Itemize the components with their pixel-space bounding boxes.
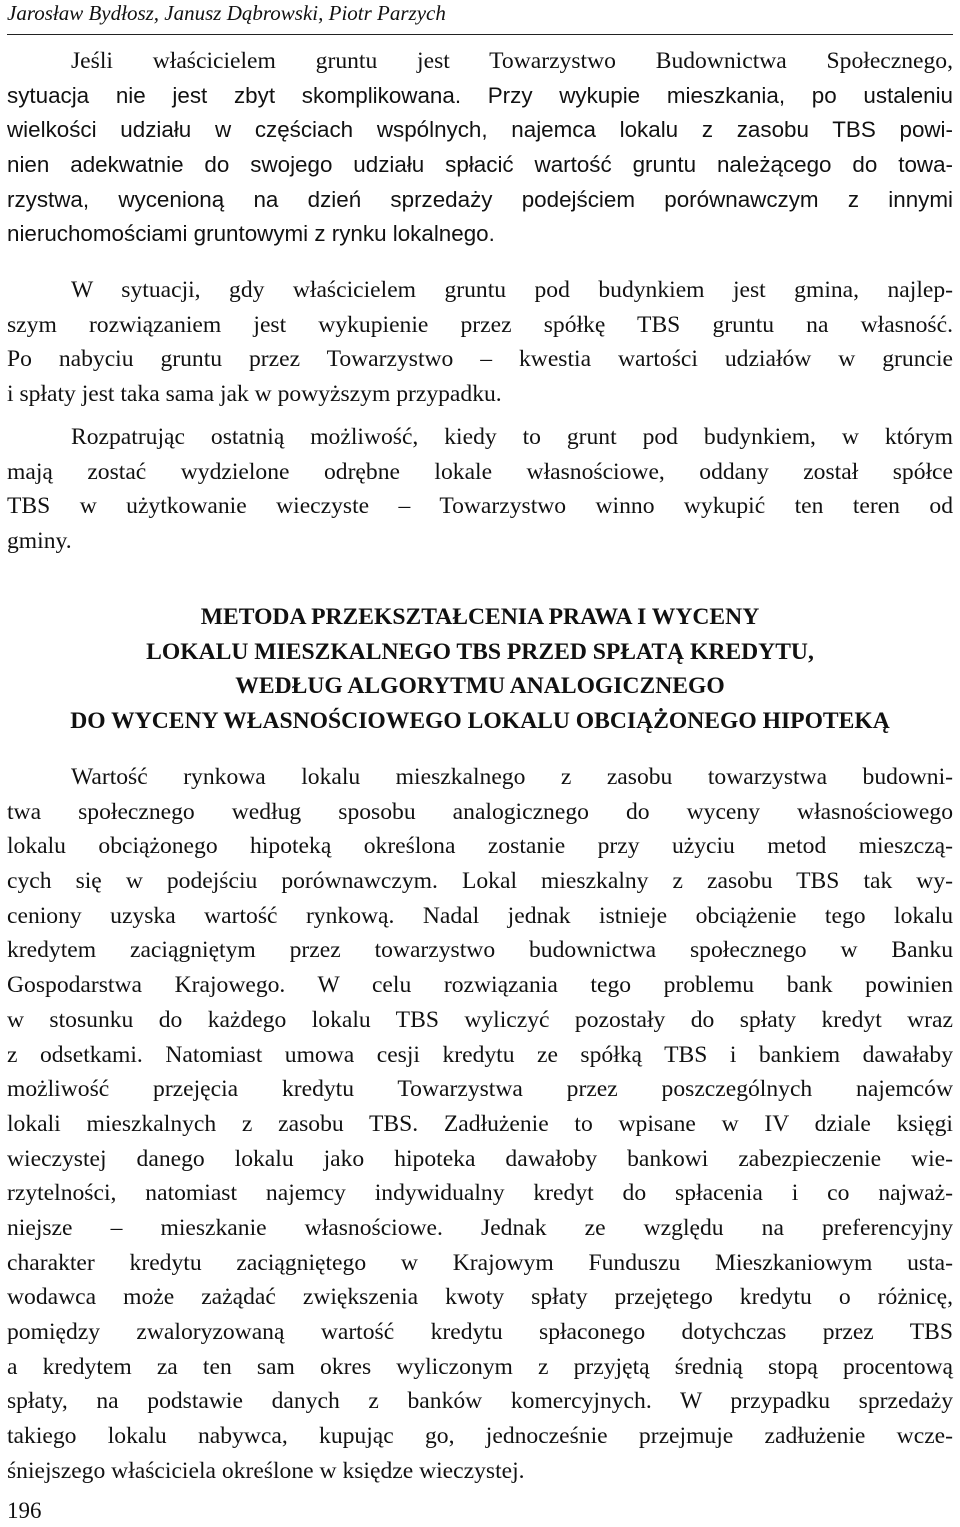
- text-line: lokali mieszkalnych z zasobu TBS. Zadłużenie to wpisane w IV dziale księgi: [7, 1110, 953, 1137]
- text-line: rzystwa, wycenioną na dzień sprzedaży podejściem porównawczym z innymi: [7, 186, 953, 212]
- text-line: śniejszego właściciela określone w księdze wieczystej.: [7, 1457, 525, 1484]
- text-line: pomiędzy zwaloryzowaną wartość kredytu spłaconego dotychczas przez TBS: [7, 1319, 953, 1345]
- paragraph-3: [7, 420, 953, 559]
- text-line: charakter kredytu zaciągniętego w Krajowym Funduszu Mieszkaniowym usta-: [7, 1249, 953, 1276]
- heading-line: LOKALU MIESZKALNEGO TBS PRZED SPŁATĄ KREDYTU,: [146, 638, 814, 665]
- text-line: cych się w podejściu porównawczym. Lokal mieszkalny z zasobu TBS tak wy-: [7, 868, 953, 895]
- running-head-authors: Jarosław Bydłosz, Janusz Dąbrowski, Piotr Parzych: [7, 1, 446, 25]
- text-line: sytuacja nie jest zbyt skomplikowana. Przy wykupie mieszkania, po ustaleniu: [7, 82, 953, 108]
- text-line: TBS w użytkowanie wieczyste – Towarzystwo winno wykupić ten teren od: [7, 493, 953, 520]
- text-line: W sytuacji, gdy właścicielem gruntu pod budynkiem jest gmina, najlep-: [71, 277, 953, 303]
- text-line: twa społecznego według sposobu analogicznego do wyceny własnościowego: [7, 798, 953, 825]
- text-line: takiego lokalu nabywca, kupując go, jednocześnie przejmuje zadłużenie wcze-: [7, 1423, 953, 1450]
- paragraph-2: [7, 273, 953, 412]
- text-line: Rozpatrując ostatnią możliwość, kiedy to grunt pod budynkiem, w którym: [71, 424, 953, 450]
- text-line: możliwość przejęcia kredytu Towarzystwa przez poszczególnych najemców: [7, 1076, 953, 1103]
- heading-line: METODA PRZEKSZTAŁCENIA PRAWA I WYCENY: [200, 604, 760, 630]
- text-line: a kredytem za ten sam okres wyliczonym z przyjętą średnią stopą procentową: [7, 1353, 953, 1380]
- text-line: spłaty, na podstawie danych z banków komercyjnych. W przypadku sprzedaży: [7, 1388, 953, 1415]
- text-line: mają zostać wydzielone odrębne lokale własnościowe, oddany został spółce: [7, 458, 953, 485]
- running-header: [7, 0, 953, 35]
- text-line: Po nabyciu gruntu przez Towarzystwo – kwestia wartości udziałów w gruncie: [7, 346, 953, 373]
- text-line: w stosunku do każdego lokalu TBS wyliczyć pozostały do spłaty kredyt wraz: [7, 1006, 953, 1033]
- text-line: szym rozwiązaniem jest wykupienie przez spółkę TBS gruntu na własność.: [7, 311, 953, 338]
- heading-line: WEDŁUG ALGORYTMU ANALOGICZNEGO: [235, 673, 725, 699]
- text-line: niejsze – mieszkanie własnościowe. Jednak ze względu na preferencyjny: [7, 1214, 953, 1241]
- heading-line: DO WYCENY WŁASNOŚCIOWEGO LOKALU OBCIĄŻONEGO HIPOTEKĄ: [70, 707, 890, 734]
- paragraph-1: [7, 44, 953, 252]
- text-line: wodawca może zażądać zwiększenia kwoty spłaty przejętego kredytu o różnicę,: [7, 1284, 953, 1311]
- text-line: z odsetkami. Natomiast umowa cesji kredytu ze spółką TBS i bankiem dawałaby: [7, 1041, 953, 1068]
- text-line: Jeśli właścicielem gruntu jest Towarzystwo Budownictwa Społecznego,: [71, 48, 953, 74]
- text-line: rzytelności, natomiast najemcy indywidualny kredyt do spłacenia i co najważ-: [7, 1180, 953, 1207]
- text-line: nien adekwatnie do swojego udziału spłacić wartość gruntu należącego do towa-: [7, 152, 953, 178]
- text-line: ceniony uzyska wartość rynkową. Nadal jednak istnieje obciążenie tego lokalu: [7, 902, 953, 929]
- text-line: gminy.: [7, 528, 72, 555]
- paragraph-main: [7, 760, 953, 1488]
- text-line: lokalu obciążonego hipoteką określona zostanie przy użyciu metod mieszczą-: [7, 833, 953, 860]
- text-line: wielkości udziału w częściach wspólnych, najemca lokalu z zasobu TBS powi-: [7, 117, 953, 143]
- text-line: wieczystej danego lokalu jako hipoteka dawałoby bankowi zabezpieczenie wie-: [7, 1145, 953, 1172]
- text-line: i spłaty jest taka sama jak w powyższym przypadku.: [7, 381, 502, 408]
- section-heading: [7, 600, 953, 738]
- text-line: nieruchomościami gruntowymi z rynku lokalnego.: [7, 221, 495, 247]
- text-line: kredytem zaciągniętym przez towarzystwo budownictwa społecznego w Banku: [7, 937, 953, 964]
- text-line: Gospodarstwa Krajowego. W celu rozwiązania tego problemu bank powinien: [7, 972, 953, 999]
- text-line: Wartość rynkowa lokalu mieszkalnego z zasobu towarzystwa budowni-: [71, 764, 953, 790]
- page-number: 196: [7, 1498, 42, 1523]
